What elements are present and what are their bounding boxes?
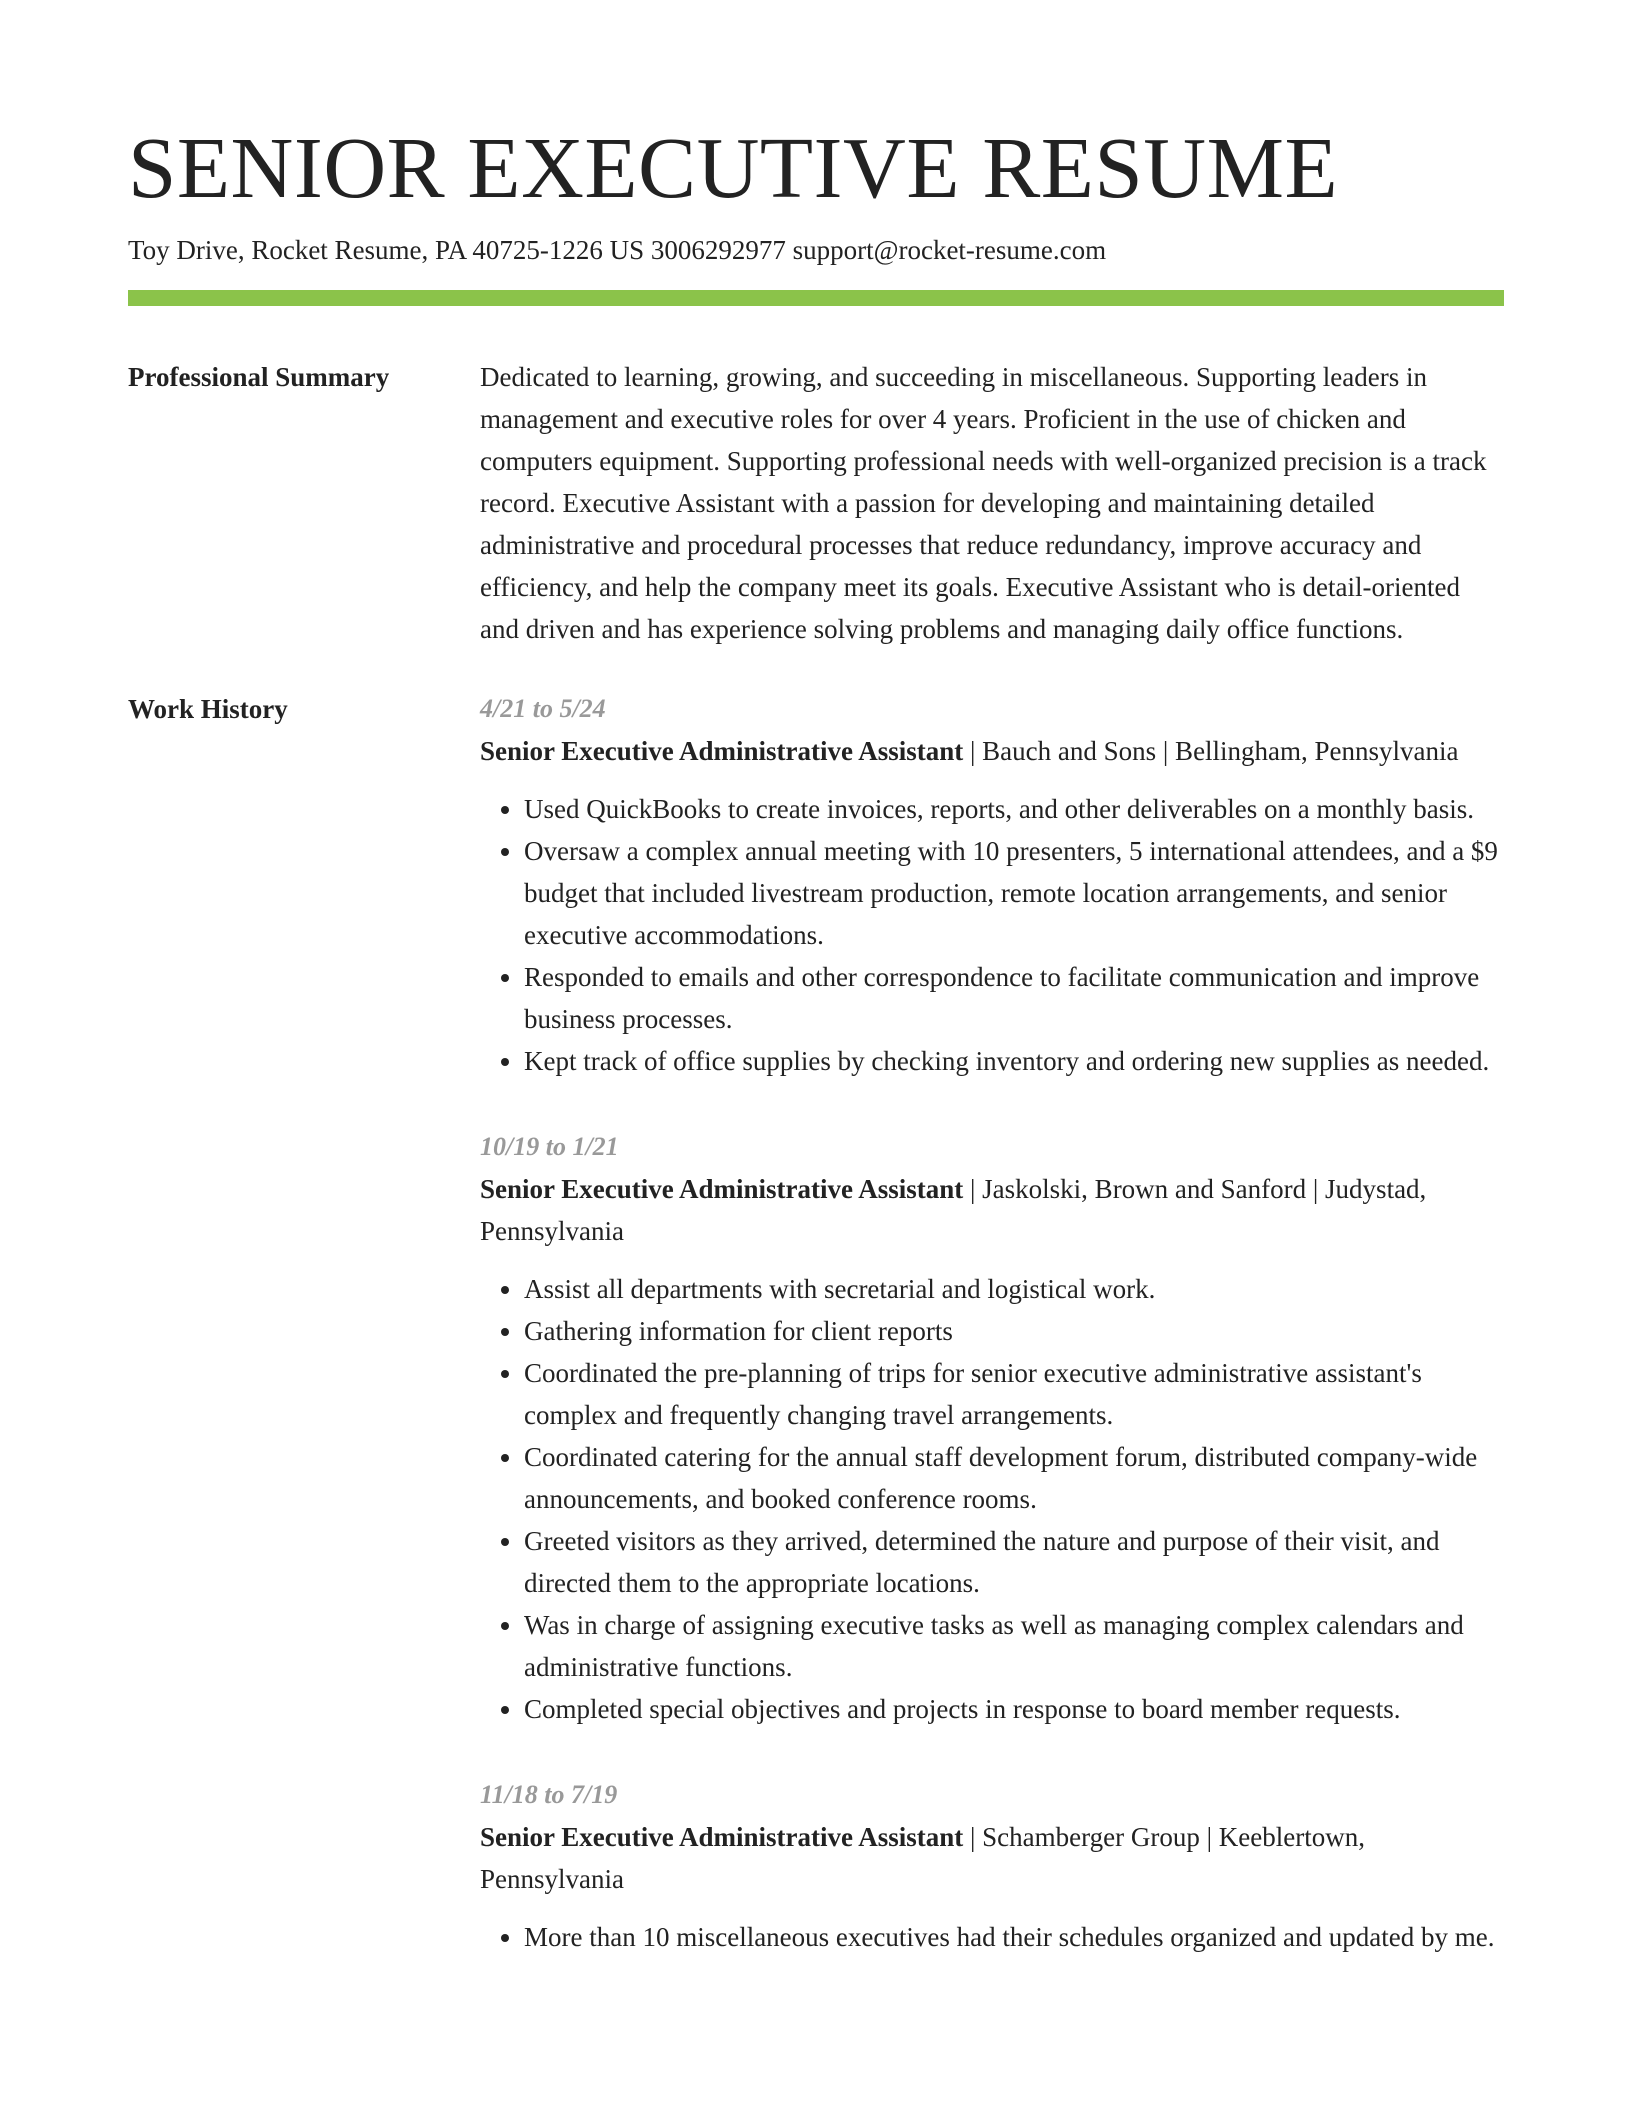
job-bullet: • Coordinated catering for the annual staff development forum, distributed company-wide announcements, and booked conference rooms. bbox=[524, 1436, 1504, 1520]
professional-summary-section bbox=[128, 356, 1504, 650]
job-heading bbox=[480, 1168, 1504, 1252]
job-title: Senior Executive Administrative Assistant bbox=[480, 1174, 964, 1204]
job-bullet: • Completed special objectives and projects in response to board member requests. bbox=[524, 1688, 1504, 1730]
professional-summary-heading: Professional Summary bbox=[128, 362, 390, 392]
job-bullet: • Used QuickBooks to create invoices, reports, and other deliverables on a monthly basis. bbox=[524, 788, 1504, 830]
contact-line: Toy Drive, Rocket Resume, PA 40725-1226 US 3006292977 support@rocket-resume.com bbox=[128, 235, 1107, 265]
resume-page bbox=[128, 0, 1504, 2002]
resume-title: SENIOR EXECUTIVE RESUME bbox=[128, 119, 1339, 216]
job-bullet: • Gathering information for client reports bbox=[524, 1310, 1504, 1352]
job-dates: 4/21 to 5/24 bbox=[480, 694, 606, 723]
job-bullet: • Kept track of office supplies by checking inventory and ordering new supplies as needed. bbox=[524, 1040, 1504, 1082]
job-bullet: • Was in charge of assigning executive tasks as well as managing complex calendars and administrative functions. bbox=[524, 1604, 1504, 1688]
job-bullet-list bbox=[480, 788, 1504, 1082]
work-history-list bbox=[480, 688, 1504, 2002]
job-bullet: • More than 10 miscellaneous executives had their schedules organized and updated by me. bbox=[524, 1916, 1504, 1958]
job-heading bbox=[480, 730, 1504, 772]
job-dates: 11/18 to 7/19 bbox=[480, 1780, 618, 1809]
job-bullet-list bbox=[480, 1916, 1504, 1958]
job-company-location: | Bauch and Sons | Bellingham, Pennsylvania bbox=[963, 736, 1459, 766]
work-history-section bbox=[128, 688, 1504, 2002]
professional-summary-text: Dedicated to learning, growing, and succeeding in miscellaneous. Supporting leaders in management and executive roles for over 4 years. Proficient in the use of chicken and computers equipment. Supporting professional needs with well-organized precision is a track record. Executive Assistant with a passion for developing and maintaining detailed administrative and procedural processes that reduce redundancy, improve accuracy and efficiency, and help the company meet its goals. Executive Assistant who is detail-oriented and driven and has experience solving problems and managing daily office functions. bbox=[480, 362, 1487, 644]
accent-divider bbox=[128, 290, 1504, 306]
job-bullet: • Oversaw a complex annual meeting with 10 presenters, 5 international attendees, and a $9 budget that included livestream production, remote location arrangements, and senior executive accommodations. bbox=[524, 830, 1504, 956]
job-bullet: • Assist all departments with secretarial and logistical work. bbox=[524, 1268, 1504, 1310]
job-company-location: | Schamberger Group | Keeblertown, Pennsylvania bbox=[480, 1822, 1365, 1894]
job-bullet: • Responded to emails and other correspondence to facilitate communication and improve business processes. bbox=[524, 956, 1504, 1040]
work-history-entry bbox=[480, 1126, 1504, 1730]
work-history-entry bbox=[480, 688, 1504, 1082]
job-heading bbox=[480, 1816, 1504, 1900]
job-title: Senior Executive Administrative Assistant bbox=[480, 736, 964, 766]
job-dates: 10/19 to 1/21 bbox=[480, 1132, 619, 1161]
work-history-heading: Work History bbox=[128, 694, 288, 724]
job-company-location: | Jaskolski, Brown and Sanford | Judystad, Pennsylvania bbox=[480, 1174, 1427, 1246]
job-title: Senior Executive Administrative Assistant bbox=[480, 1822, 964, 1852]
job-bullet: • Greeted visitors as they arrived, determined the nature and purpose of their visit, and directed them to the appropriate locations. bbox=[524, 1520, 1504, 1604]
job-bullet: • Coordinated the pre-planning of trips for senior executive administrative assistant's complex and frequently changing travel arrangements. bbox=[524, 1352, 1504, 1436]
work-history-entry bbox=[480, 1774, 1504, 1958]
professional-summary-body bbox=[480, 356, 1504, 650]
job-bullet-list bbox=[480, 1268, 1504, 1730]
